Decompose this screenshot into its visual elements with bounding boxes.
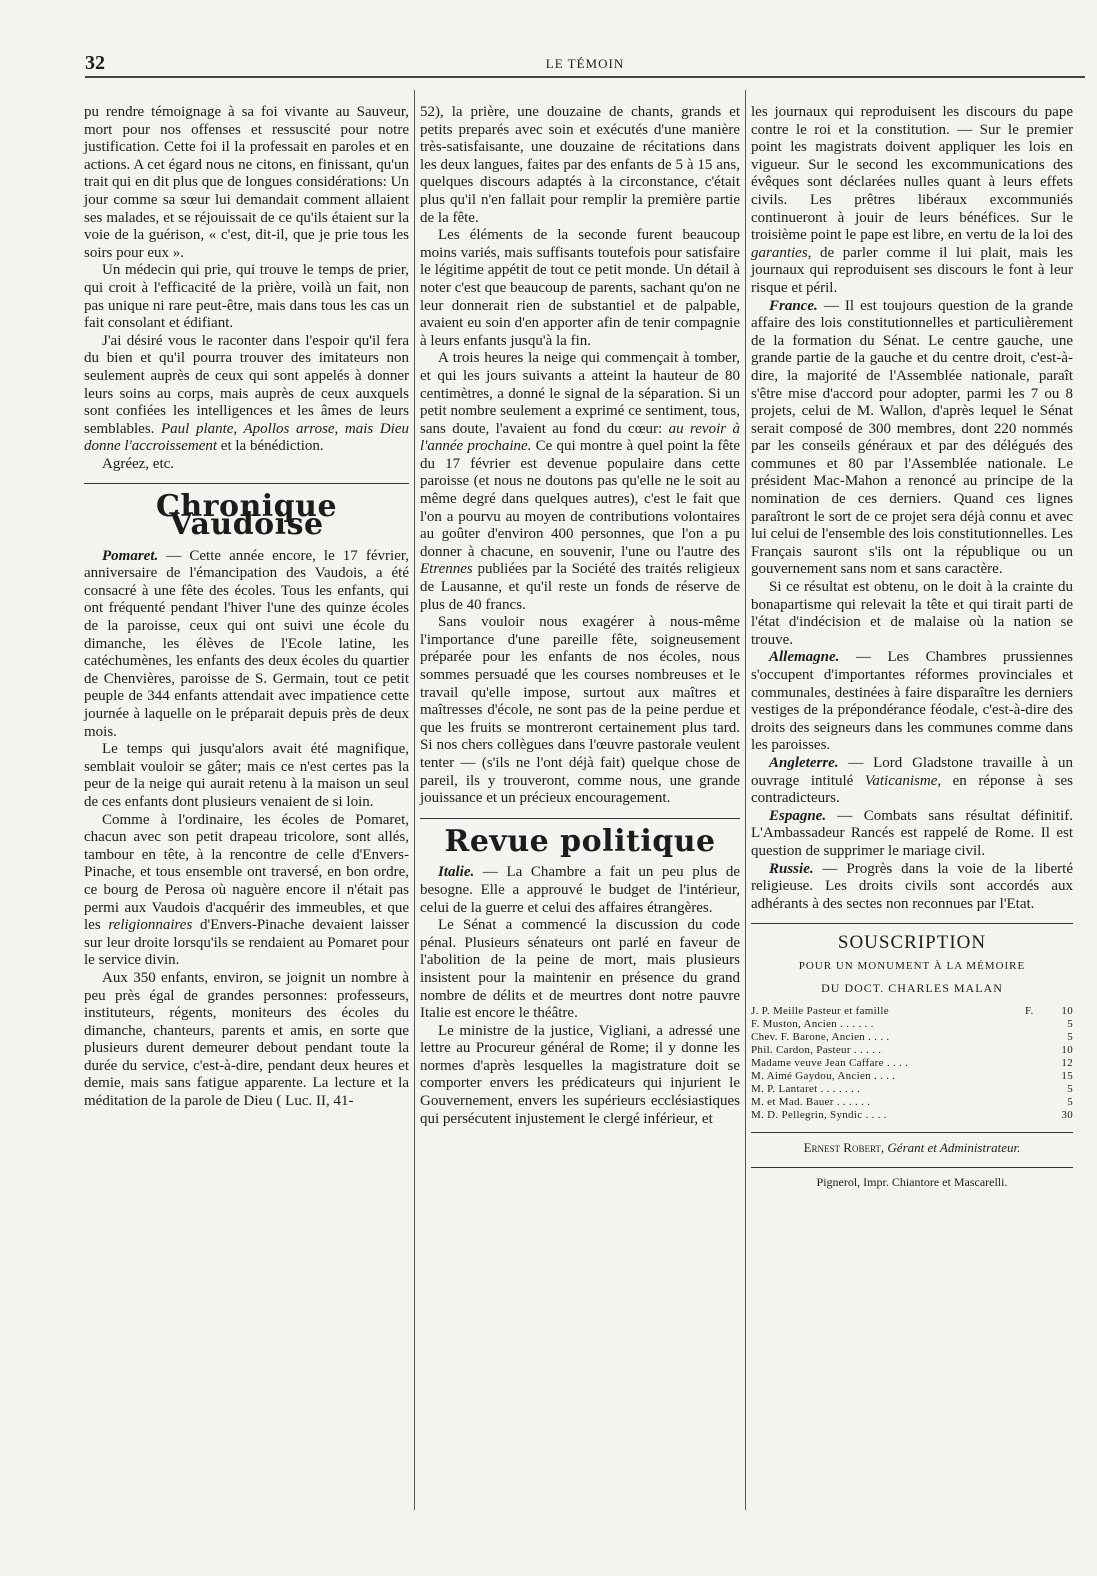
paragraph: Le Sénat a commencé la discussion du code pénal. Plusieurs sénateurs ont parlé en faveur de l'abolition de la peine de mort, mais plusieurs insistent pour la maintenir en présence du grand nombre de délits et de meurtres dont notre pauvre Italie est encore le théâtre. bbox=[420, 917, 740, 1022]
divider bbox=[420, 818, 740, 819]
divider bbox=[84, 483, 409, 484]
paragraph: Si ce résultat est obtenu, on le doit à la crainte du bonapartisme qui relevait la tête et qui tirait parti de l'état d'indécision et de malaise où la nation se trouve. bbox=[751, 579, 1073, 648]
amount: 30 bbox=[1061, 1109, 1073, 1122]
scripture-quote: Paul plante, Apollos arrose, mais Dieu donne l'accroissement bbox=[84, 420, 410, 455]
currency bbox=[1025, 1096, 1047, 1109]
divider bbox=[751, 1132, 1073, 1133]
amount: 5 bbox=[1067, 1031, 1073, 1044]
paragraph: Le temps qui jusqu'alors avait été magnifique, semblait vouloir se gâter; mais ce n'est certes pas la peur de la neige qui aurait retenu à la maison un seul de ces enfants dont plusieurs venaient de si loin. bbox=[84, 741, 409, 810]
column-3 bbox=[751, 104, 1073, 1191]
subscriber-name: Phil. Cardon, Pasteur . . . . . bbox=[751, 1044, 882, 1057]
paragraph: J'ai désiré vous le raconter dans l'espoir qu'il fera du bien et qu'il pourra trouver des imitateurs non seulement auprès de ceux qui sont appelés à donner leurs soins au corps, mais auprès de ceux auxquels sont confiées les intelligences et les âmes de leurs semblables. Paul plante, Apollos arrose, mais Dieu donne l'accroissement et la bénédiction. bbox=[84, 332, 410, 455]
article-pomaret: Pomaret. — Cette année encore, le 17 février, anniversaire de l'émancipation des Vaudois, a été consacré à une fête des écoles. Tous les enfants, qui ont fréquenté pendant l'hiver l'une des quinze écoles de la paroisse, ceux qui ont suivi une école du dimanche, les élèves de l'Ecole latine, les catéchumènes, les enfants des deux écoles du quartier de Chenvières, paroisse de S. Germain, tout ce petit peuple de 344 enfants attendait avec impatience cette journée à laquelle on le préparait depuis près de deux mois. bbox=[84, 547, 409, 740]
amount: 12 bbox=[1061, 1057, 1073, 1070]
divider bbox=[751, 1167, 1073, 1168]
subscriber-name: Chev. F. Barone, Ancien . . . . bbox=[751, 1031, 890, 1044]
country-label: Italie. bbox=[438, 864, 475, 881]
subscription-row bbox=[751, 1005, 1073, 1018]
paragraph: Sans vouloir nous exagérer à nous-même l'importance d'une pareille fête, soigneusement préparée pour les enfants de nos écoles, nous sommes persuadé que les courses nombreuses et le travail qu'elle impose, surtout aux maîtres et maîtresses d'école, ne sont pas de la peine perdue et que les fruits se montreront certainement plus tard. Si nos chers collègues dans l'œuvre pastorale veulent tenter — (s'ils ne l'ont déjà fait) quelque chose de pareil, ils y trouveront, comme nous, une grande jouissance et un précieux encouragement. bbox=[420, 614, 740, 807]
country-label: Espagne. bbox=[769, 807, 827, 824]
amount: 5 bbox=[1067, 1083, 1073, 1096]
subscription-title: SOUSCRIPTION bbox=[837, 932, 987, 954]
paragraph: Comme à l'ordinaire, les écoles de Pomaret, chacun avec son petit drapeau tricolore, sont allés, tambour en tête, à la rencontre de celle d'Envers-Pinache, et tous ensemble ont traversé, en bon ordre, ce bourg de Perosa où naguère encore il n'était pas permi aux Vaudois d'acquérir des immeubles, et que les religionnaires d'Envers-Pinache devaient laisser sur leur droite lorsqu'ils se rendaient au Pomaret pour le service divin. bbox=[84, 811, 409, 969]
subscription-row bbox=[751, 1109, 1073, 1122]
currency bbox=[1025, 1057, 1047, 1070]
article-russie: Russie. — Progrès dans la voie de la liberté religieuse. Les droits civils sont accordés aux adhérants à des sectes non reconnues par l'Etat. bbox=[751, 860, 1073, 912]
country-label: Allemagne. bbox=[769, 649, 840, 666]
section-title-chronique: Chronique Vaudoise bbox=[155, 489, 338, 543]
paragraph: Le ministre de la justice, Vigliani, a adressé une lettre au Procureur général de Rome; il y donne les normes d'après lesquelles la magistrature doit se comporter envers les prédicateurs qui injurient le Gouvernement, envers les supérieurs ecclésiastiques qui persécutent injustement le clergé inférieur, et bbox=[420, 1022, 740, 1127]
subscriber-name: M. Aimé Gaydou, Ancien . . . . bbox=[751, 1070, 896, 1083]
subscription-row bbox=[751, 1018, 1073, 1031]
column-rule-right bbox=[745, 90, 746, 1510]
divider bbox=[751, 923, 1073, 924]
printer-credit: Pignerol, Impr. Chiantore et Mascarelli. bbox=[816, 1174, 1008, 1189]
page-header bbox=[85, 52, 1085, 78]
subscriber-name: Madame veuve Jean Caffare . . . . bbox=[751, 1057, 909, 1070]
country-label: Angleterre. bbox=[769, 754, 839, 771]
subscription-row bbox=[751, 1096, 1073, 1109]
subscription-list bbox=[751, 1005, 1073, 1122]
paragraph: pu rendre témoignage à sa foi vivante au Sauveur, mort pour nos offenses et ressuscité pour notre justification. Cette foi il la professait en paroles et en actions. A cet égard nous ne citons, en finissant, qu'un trait qui en dit plus que de longues considérations: Un jour comme sa sœur lui demandait comment allaient ses malades, et se réjouissait de ce qu'ils étaient sur la voie de la guérison, « c'est, dit-il, que je prie tous les soirs pour eux ». bbox=[84, 104, 409, 261]
amount: 10 bbox=[1061, 1005, 1073, 1018]
subscriber-name: M. et Mad. Bauer . . . . . . bbox=[751, 1096, 871, 1109]
paragraph: les journaux qui reproduisent les discours du pape contre le roi et la constitution. — Sur le premier point les magistrats doivent appliquer les lois en vigueur. Sur le second les excommunications des évêques sont déclarées nulles quant à leurs effets civils. Les prêtres libéraux excommuniés continueront à jouir de leurs bénéfices. Sur le troisième point le pape est libre, en vertu de la loi des garanties, de parler comme il lui plait, mais les journaux qui reproduisent ses discours le font à leur risque et péril. bbox=[751, 104, 1073, 296]
paragraph: Un médecin qui prie, qui trouve le temps de prier, qui croit à l'efficacité de la prière, voilà un fait, non pas unique ni rare peut-être, mais dans tous les cas un fait consolant et édifiant. bbox=[84, 262, 409, 332]
subscription-row bbox=[751, 1044, 1073, 1057]
column-2 bbox=[420, 104, 740, 1128]
country-label: France. bbox=[769, 297, 818, 314]
subscription-dedicatee: DU DOCT. CHARLES MALAN bbox=[821, 980, 1003, 995]
article-allemagne: Allemagne. — Les Chambres prussiennes s'occupent d'importantes réformes provinciales et communales, destinées à faire disparaître les derniers vestiges de la prépondérance féodale, c'est-à-dire des droits des seigneurs dans les communes comme dans les paroisses. bbox=[751, 649, 1073, 754]
column-1 bbox=[84, 104, 409, 1111]
paragraph: A trois heures la neige qui commençait à tomber, et qui les jours suivants a atteint la hauteur de 80 centimètres, a donné le signal de la séparation. Si un petit nombre seulement a exprimé ce sentiment, tous, sans doute, l'avaient au fond du cœur: au revoir à l'année prochaine. Ce qui montre à quel point la fête du 17 février est devenue populaire dans cette paroisse (et nous ne doutons pas qu'elle ne le soit au même degré dans quelques autres), c'est le fait que l'on a pourvu au moyen de contributions volontaires au goûter d'environ 400 personnes, que l'on a pu donner à chacune, en souvenir, l'une ou l'autre des Etrennes publiées par la Société des traités religieux de Lausanne, et qu'il reste un fonds de réserve de plus de 40 francs. bbox=[420, 350, 740, 613]
country-label: Russie. bbox=[769, 860, 814, 877]
closing-line: Agréez, etc. bbox=[102, 455, 175, 472]
amount: 10 bbox=[1061, 1044, 1073, 1057]
currency: F. bbox=[1025, 1005, 1034, 1018]
currency bbox=[1025, 1018, 1047, 1031]
currency bbox=[1025, 1044, 1047, 1057]
paragraph: Les éléments de la seconde furent beaucoup moins variés, mais suffisants toutefois pour satisfaire le légitime appétit de tout ce petit monde. Un détail à noter c'est que beaucoup de parents, sachant qu'on ne leur donnerait rien de substantiel et de palpable, avaient eu soin d'en apporter afin de tenir compagnie à leurs enfants jusqu'à la fin. bbox=[420, 227, 740, 349]
amount: 5 bbox=[1067, 1096, 1073, 1109]
currency bbox=[1025, 1109, 1047, 1122]
amount: 5 bbox=[1067, 1018, 1073, 1031]
currency bbox=[1025, 1031, 1047, 1044]
place-label: Pomaret. bbox=[102, 547, 159, 564]
article-italie: Italie. — La Chambre a fait un peu plus de besogne. Elle a approuvé le budget de l'intérieur, celui de la guerre et celui des affaires étrangères. bbox=[420, 864, 740, 916]
article-angleterre: Angleterre. — Lord Gladstone travaille à un ouvrage intitulé Vaticanisme, en réponse à ses contradicteurs. bbox=[751, 754, 1073, 807]
subscriber-name: M. D. Pellegrin, Syndic . . . . bbox=[751, 1109, 887, 1122]
article-france: France. — Il est toujours question de la grande affaire des lois constitutionnelles et particulièrement de la formation du Sénat. Le centre gauche, une grande partie de la gauche et du centre droit, c'est-à-dire, la majorité de l'Assemblée nationale, paraît s'être mise d'accord pour adopter, parmi les 7 ou 8 projets, celui de M. Wallon, d'après lequel le Sénat serait composé de 300 membres, dont 220 nommés par les conseils généraux et par des délégués des communes et 80 par l'Assemblée nationale. Le président Mac-Mahon a renoncé au principe de la nomination de ces derniers. Quand ces lignes paraîtront le sort de ce projet sera déjà connu et avec lui celui de l'ensemble des lois constitutionnelles. Les Français sauront s'ils ont la république ou un gouvernement sans nom et sans caractère. bbox=[751, 297, 1073, 578]
subscription-row bbox=[751, 1057, 1073, 1070]
subscription-subtitle: POUR UN MONUMENT À LA MÉMOIRE bbox=[798, 959, 1026, 972]
journal-title: LE TÉMOIN bbox=[545, 56, 625, 71]
column-rule-left bbox=[414, 90, 415, 1510]
paragraph: 52), la prière, une douzaine de chants, grands et petits preparés avec soin et exécutés d'une manière très-satisfaisante, une douzaine de récitations dans les deux langues, faites par des enfants de 5 à 15 ans, quelques discours adaptés à la circonstance, c'était plus qu'il n'en fallait pour remplir la première partie de la fête. bbox=[420, 104, 740, 226]
currency bbox=[1025, 1070, 1047, 1083]
subscriber-name: F. Muston, Ancien . . . . . . bbox=[751, 1018, 874, 1031]
subscription-row bbox=[751, 1070, 1073, 1083]
subscription-row bbox=[751, 1031, 1073, 1044]
manager-credit: Ernest Robert, Gérant et Administrateur. bbox=[803, 1140, 1021, 1156]
currency bbox=[1025, 1083, 1047, 1096]
section-title-revue: Revue politique bbox=[444, 823, 716, 859]
subscriber-name: M. P. Lantaret . . . . . . . bbox=[751, 1083, 861, 1096]
subscription-row bbox=[751, 1083, 1073, 1096]
paragraph: Aux 350 enfants, environ, se joignit un nombre à peu près égal de grandes personnes: professeurs, instituteurs, régents, moniteurs des écoles du dimanche, chanteurs, parents et amis, en sorte que plusieurs durent demeurer debout pendant toute la durée du service, c'est-à-dire, pendant deux heures et demie, mais sans fatigue apparente. La lecture et la méditation de la parole de Dieu ( Luc. II, 41- bbox=[84, 969, 409, 1110]
article-espagne: Espagne. — Combats sans résultat définitif. L'Ambassadeur Rancés est rappelé de Rome. Il est question de supprimer le mariage civil. bbox=[751, 807, 1073, 859]
subscriber-name: J. P. Meille Pasteur et famille bbox=[751, 1005, 889, 1018]
page-number: 32 bbox=[85, 52, 105, 74]
amount: 15 bbox=[1061, 1070, 1073, 1083]
